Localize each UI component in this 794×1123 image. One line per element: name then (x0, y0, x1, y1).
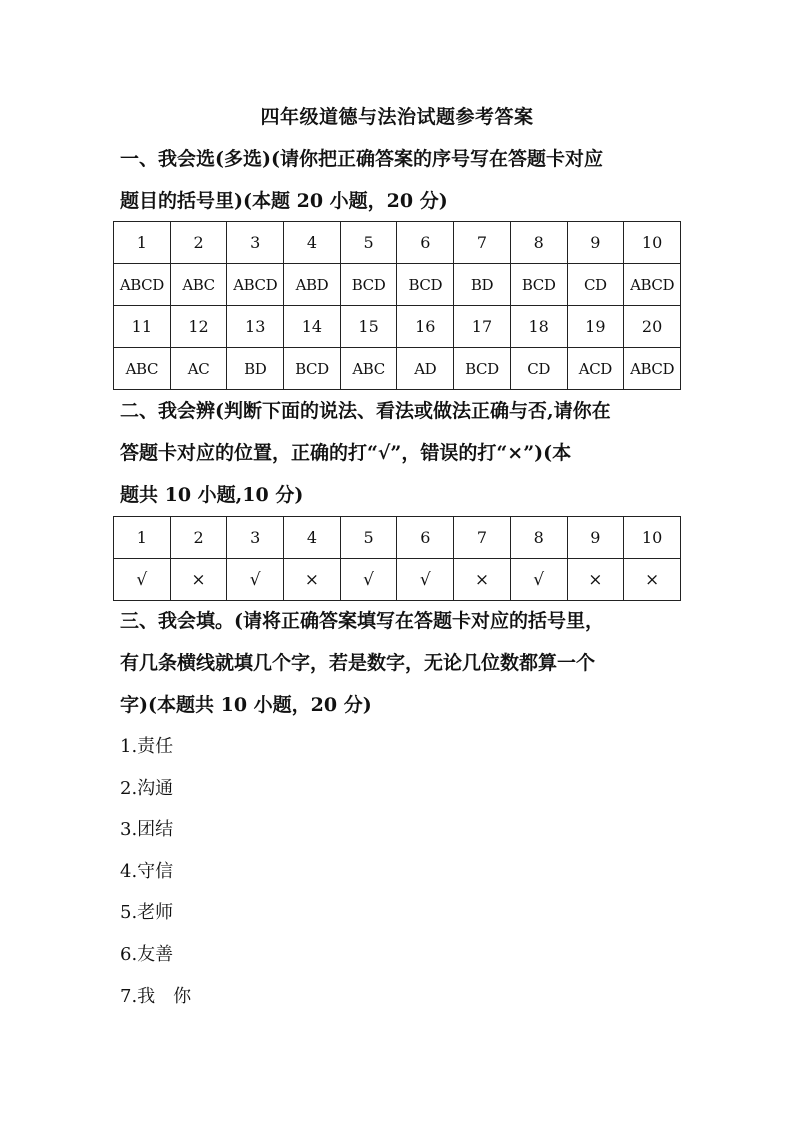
section1-heading-line1: 一、我会选(多选)(请你把正确答案的序号写在答题卡对应 (120, 148, 603, 170)
question-number: 7 (454, 517, 511, 559)
question-number: 1 (114, 222, 171, 264)
question-number: 16 (397, 306, 454, 348)
answer-cell: ACD (567, 348, 624, 390)
fill-answer-item: 2.沟通 (120, 778, 174, 799)
fill-answer-item: 1.责任 (120, 736, 174, 757)
question-number: 4 (284, 517, 341, 559)
question-number: 10 (624, 517, 681, 559)
question-number: 1 (114, 517, 171, 559)
judgment-mark: × (284, 559, 341, 601)
question-number: 8 (510, 222, 567, 264)
question-number: 17 (454, 306, 511, 348)
question-number: 3 (227, 222, 284, 264)
question-number: 5 (340, 222, 397, 264)
question-number: 6 (397, 517, 454, 559)
question-number: 9 (567, 222, 624, 264)
section2-heading-line3: 题共 10 小题,10 分) (120, 484, 304, 506)
table-row (114, 306, 681, 348)
answer-cell: CD (510, 348, 567, 390)
answer-cell: BCD (454, 348, 511, 390)
table-row (114, 348, 681, 390)
answer-cell: BD (227, 348, 284, 390)
answer-cell: BCD (340, 264, 397, 306)
question-number: 2 (170, 517, 227, 559)
section2-heading (120, 390, 680, 516)
answer-cell: ABCD (624, 348, 681, 390)
page-title: 四年级道德与法治试题参考答案 (260, 106, 534, 128)
question-number: 20 (624, 306, 681, 348)
fill-answer-item: 7.我 你 (120, 986, 192, 1007)
section2-heading-line1: 二、我会辨(判断下面的说法、看法或做法正确与否,请你在 (120, 400, 611, 422)
answer-cell: ABD (284, 264, 341, 306)
section1-answer-table (113, 221, 681, 390)
question-number: 9 (567, 517, 624, 559)
answer-cell: BCD (284, 348, 341, 390)
table-row (114, 517, 681, 559)
question-number: 14 (284, 306, 341, 348)
section3-heading (120, 600, 680, 726)
fill-answer-item: 4.守信 (120, 861, 174, 882)
judgment-mark: × (624, 559, 681, 601)
judgment-mark: × (454, 559, 511, 601)
answer-cell: ABC (340, 348, 397, 390)
judgment-mark: √ (340, 559, 397, 601)
section2-answer-table (113, 516, 681, 601)
section1-heading (120, 138, 680, 222)
answer-cell: BCD (510, 264, 567, 306)
answer-cell: ABC (170, 264, 227, 306)
question-number: 4 (284, 222, 341, 264)
question-number: 3 (227, 517, 284, 559)
table-row (114, 264, 681, 306)
section3-heading-line3: 字)(本题共 10 小题，20 分) (120, 694, 372, 716)
question-number: 5 (340, 517, 397, 559)
fill-answer-item: 6.友善 (120, 944, 174, 965)
section3-heading-line1: 三、我会填。(请将正确答案填写在答题卡对应的括号里， (120, 610, 604, 632)
question-number: 6 (397, 222, 454, 264)
judgment-mark: √ (227, 559, 284, 601)
fill-answer-item: 5.老师 (120, 902, 174, 923)
question-number: 18 (510, 306, 567, 348)
question-number: 11 (114, 306, 171, 348)
section1-heading-line2: 题目的括号里)(本题 20 小题，20 分) (120, 190, 448, 212)
question-number: 7 (454, 222, 511, 264)
answer-cell: AD (397, 348, 454, 390)
answer-cell: ABC (114, 348, 171, 390)
fill-answer-item: 3.团结 (120, 819, 174, 840)
judgment-mark: √ (510, 559, 567, 601)
question-number: 13 (227, 306, 284, 348)
question-number: 8 (510, 517, 567, 559)
answer-cell: BD (454, 264, 511, 306)
answer-cell: ABCD (624, 264, 681, 306)
section2-heading-line2: 答题卡对应的位置，正确的打“√”，错误的打“×”)(本 (120, 442, 572, 464)
judgment-mark: × (567, 559, 624, 601)
table-row (114, 559, 681, 601)
question-number: 2 (170, 222, 227, 264)
judgment-mark: × (170, 559, 227, 601)
answer-cell: CD (567, 264, 624, 306)
answer-cell: ABCD (114, 264, 171, 306)
question-number: 10 (624, 222, 681, 264)
judgment-mark: √ (397, 559, 454, 601)
answer-cell: AC (170, 348, 227, 390)
answer-cell: BCD (397, 264, 454, 306)
question-number: 15 (340, 306, 397, 348)
judgment-mark: √ (114, 559, 171, 601)
table-row (114, 222, 681, 264)
question-number: 12 (170, 306, 227, 348)
question-number: 19 (567, 306, 624, 348)
answer-cell: ABCD (227, 264, 284, 306)
section3-heading-line2: 有几条横线就填几个字，若是数字，无论几位数都算一个 (120, 652, 596, 674)
